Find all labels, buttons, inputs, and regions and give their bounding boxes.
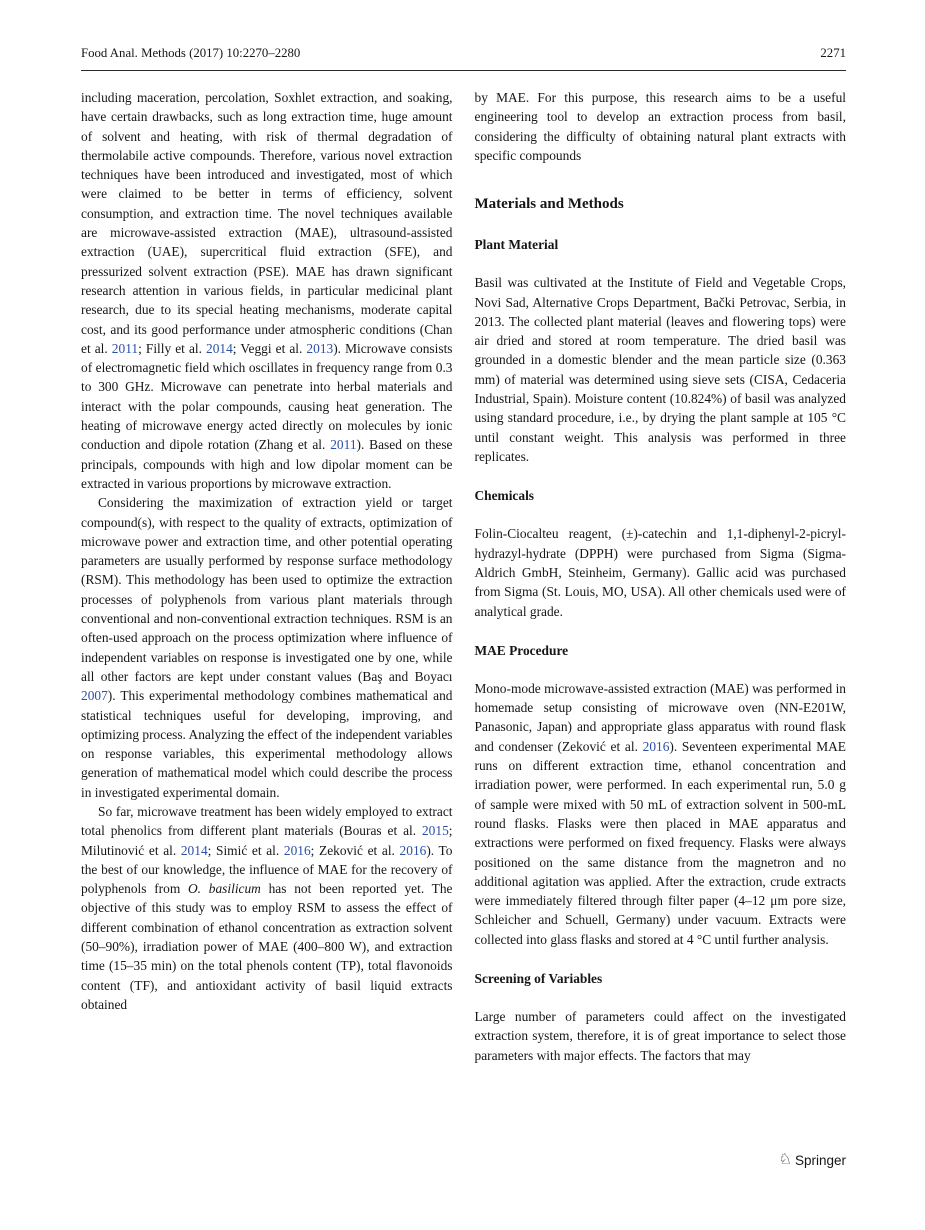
paragraph: Considering the maximization of extraction yield or target compound(s), with respect to the quality of extracts, optimization of microwave power and extraction time, and other potential operating parameters are usually performed by response surface methodology (RSM). This methodology has been used to optimize the extraction processes of polyphenols from various plant materials through conventional and non-conventional extraction techniques. RSM is an often-used approach on the process optimization where influence of independent variables on response is investigated one by one, while all other factors are kept under constant values (Baş and Boyacı 2007). This experimental methodology combines mathematical and statistical techniques useful for developing, improving, and optimizing process. Analyzing the effect of the independent variables on response variables, this experimental methodology allows generation of mathematical model which could describe the process in investigated experimental domain. — [81, 495, 453, 800]
subsection-heading: MAE Procedure — [474, 642, 569, 658]
citation-link[interactable]: 2011 — [111, 340, 139, 356]
citation-link[interactable]: 2013 — [306, 340, 334, 356]
subsection-heading: Chemicals — [474, 488, 535, 504]
paragraph: including maceration, percolation, Soxhlet extraction, and soaking, have certain drawbacks, such as long extraction time, huge amount of solvent and heating, with risk of thermal degradation of thermolabile active compounds. Therefore, various novel extraction techniques have been introduced and investigated, most of which were claimed to be better in terms of efficiency, solvent consumption, and extraction time. The novel techniques available are microwave-assisted extraction (MAE), ultrasound-assisted extraction (UAE), supercritical fluid extraction (SFE), and pressurized solvent extraction (PSE). MAE has drawn significant research attention in various fields, in particular medicinal plant research, due to its special heating mechanisms, moderate capital cost, and its good performance under atmospheric conditions (Chan et al. 2011; Filly et al. 2014; Veggi et al. 2013). Microwave consists of electromagnetic field which oscillates in frequency range from 0.3 to 300 GHz. Microwave can penetrate into herbal materials and interact with the polar compounds, causing heat generation. The heating of microwave energy acted directly on molecules by ionic conduction and dipole rotation (Zhang et al. 2011). Based on these principals, compounds with high and low dipolar moment can be extracted in various proportions by microwave extraction. — [81, 90, 453, 491]
citation-link[interactable]: 2014 — [180, 842, 208, 858]
springer-horse-icon: ♘ — [778, 1151, 792, 1168]
paragraph: Large number of parameters could affect on the investigated extraction system, therefore, it is of great importance to select those parameters with major effects. The factors that may — [474, 1009, 846, 1063]
citation-link[interactable]: 2007 — [81, 688, 108, 704]
citation-link[interactable]: 2016 — [399, 842, 427, 858]
citation-link[interactable]: 2016 — [642, 738, 670, 754]
right-column — [475, 88, 847, 1065]
paragraph: by MAE. For this purpose, this research aims to be a useful engineering tool to develop an extraction process from basil, considering the difficulty of obtaining natural plant extracts with specific compounds — [474, 90, 846, 163]
left-column — [81, 88, 453, 1065]
citation-link[interactable]: 2016 — [283, 842, 311, 858]
paragraph: Mono-mode microwave-assisted extraction (MAE) was performed in homemade setup consisting of microwave oven (NN-E201W, Panasonic, Japan) and appropriate glass apparatus with round flask and condenser (Zeković et al. 2016). Seventeen experimental MAE runs on different extraction time, ethanol concentration and irradiation power, were performed. In each experimental run, 5.0 g of sample were mixed with 50 mL of extraction solvent in 500-mL round flasks. Flasks were then placed in MAE apparatus and extractions were performed on fixed frequency. Flasks were always positioned on the same distance from the magnetron and no additional agitation was applied. After the extraction, crude extracts were immediately filtered through filter paper (4–12 μm pore size, Schleicher and Schuell, Germany) under vacuum. Extracts were collected into glass flasks and stored at 4 °C until further analysis. — [474, 680, 846, 947]
page-number: 2271 — [820, 46, 846, 60]
citation-link[interactable]: 2015 — [421, 823, 449, 839]
subsection-heading: Plant Material — [474, 237, 559, 253]
section-heading: Materials and Methods — [474, 196, 624, 213]
species-name-italic: O. basilicum — [188, 881, 261, 897]
paragraph: Folin-Ciocalteu reagent, (±)-catechin and 1,1-diphenyl-2-picryl-hydrazyl-hydrate (DPPH) were purchased from Sigma (Sigma-Aldrich GmbH, Steinheim, Germany). Gallic acid was purchased from Sigma (St. Louis, MO, USA). All other chemicals used were of analytical grade. — [474, 526, 846, 619]
citation-link[interactable]: 2011 — [330, 437, 357, 453]
page-header — [81, 46, 846, 71]
paragraph: Basil was cultivated at the Institute of Field and Vegetable Crops, Novi Sad, Alternative Crops Department, Bački Petrovac, Serbia, in 2013. The collected plant material (leaves and flowering tops) were air dried and stored at room temperature. The dried basil was grounded in a domestic blender and the mean particle size (0.363 mm) of material was determined using sieve sets (CISA, Cedaceria Industrial, Spain). Moisture content (10.824%) of basil was analyzed using standard procedure, i.e., by drying the plant sample at 105 °C until constant weight. This analysis was performed in three replicates. — [474, 275, 846, 464]
page-content — [81, 88, 846, 1065]
subsection-heading: Screening of Variables — [474, 971, 603, 987]
paragraph: So far, microwave treatment has been widely employed to extract total phenolics from different plant materials (Bouras et al. 2015; Milutinović et al. 2014; Simić et al. 2016; Zeković et al. 2016). To the best of our knowledge, the influence of MAE for the recovery of polyphenols from O. basilicum has not been reported yet. The objective of this study was to employ RSM to assess the effect of different combination of ethanol concentration as extraction solvent (50–90%), irradiation power of MAE (400–800 W), and extraction time (15–35 min) on the total phenols content (TP), total flavonoids content (TF), and antioxidant activity of basil liquid extracts obtained — [81, 803, 453, 1012]
publisher-footer — [779, 1153, 846, 1168]
citation-link[interactable]: 2014 — [206, 340, 233, 356]
journal-reference: Food Anal. Methods (2017) 10:2270–2280 — [81, 46, 301, 60]
publisher-name: Springer — [794, 1153, 846, 1168]
